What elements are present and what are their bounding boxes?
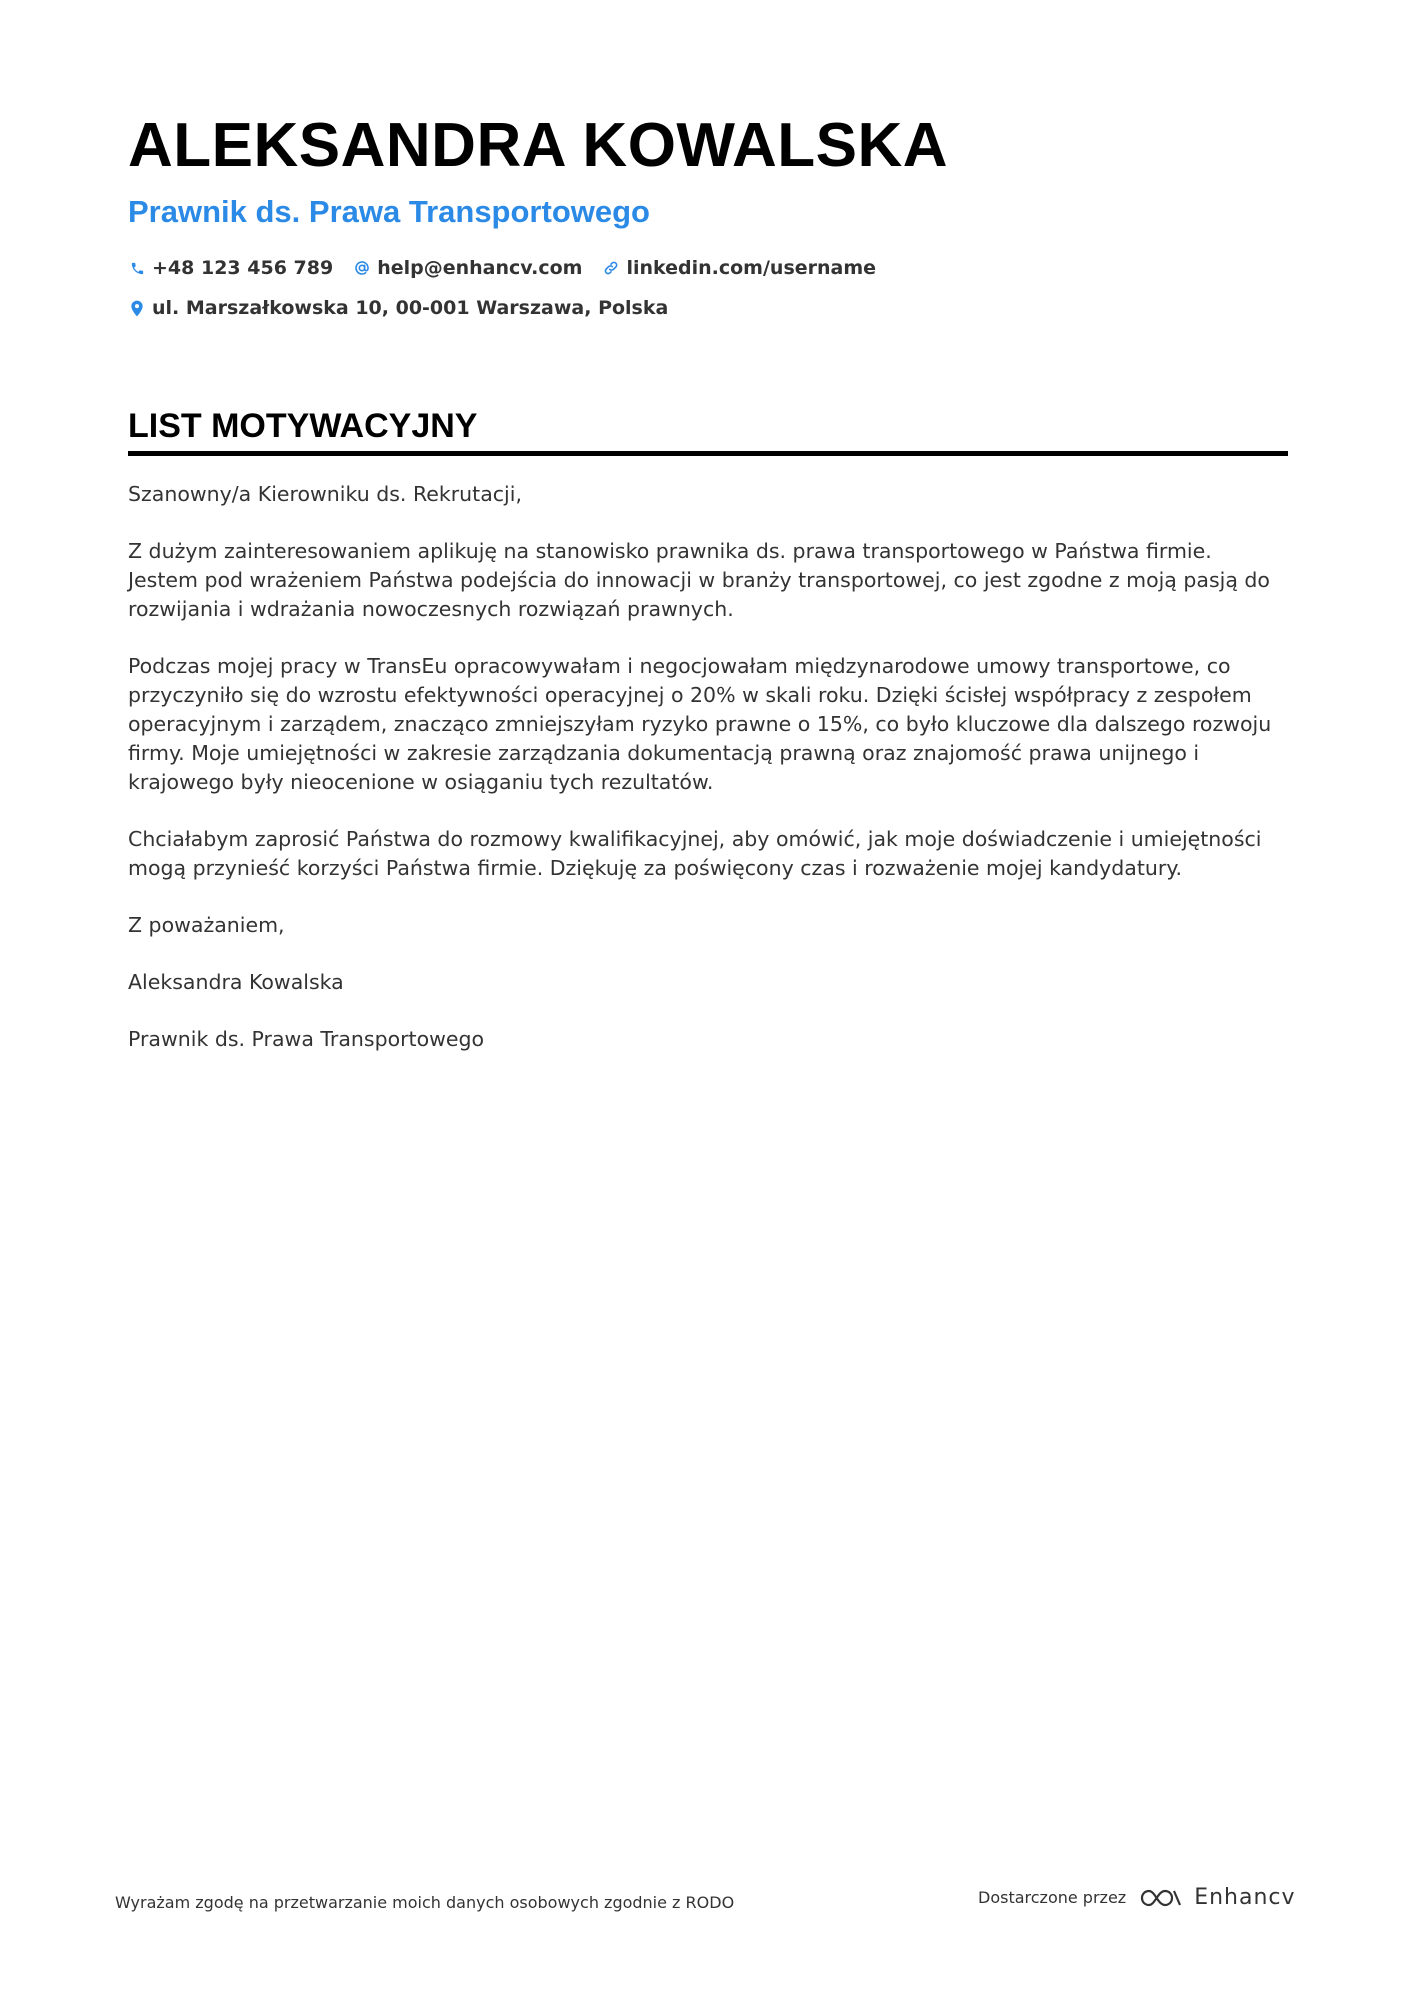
- linkedin-text: linkedin.com/username: [626, 257, 877, 279]
- contact-linkedin[interactable]: [602, 257, 876, 279]
- section-title: LIST MOTYWACYJNY: [128, 407, 478, 445]
- salutation: Szanowny/a Kierowniku ds. Rekrutacji,: [128, 482, 522, 506]
- section-divider: [128, 451, 1288, 456]
- closing: Z poważaniem,: [128, 913, 285, 937]
- email-text: help@enhancv.com: [377, 257, 583, 279]
- contact-phone[interactable]: [128, 257, 333, 279]
- powered-by[interactable]: [978, 1885, 1296, 1910]
- link-icon: [602, 259, 620, 277]
- contact-address: [128, 297, 668, 319]
- gdpr-consent: Wyrażam zgodę na przetwarzanie moich danych osobowych zgodnie z RODO: [115, 1893, 735, 1912]
- location-pin-icon: [128, 299, 146, 317]
- signature-title: Prawnik ds. Prawa Transportowego: [128, 1027, 485, 1051]
- phone-text: +48 123 456 789: [152, 257, 334, 279]
- contact-row-2: [128, 294, 1288, 322]
- candidate-title: Prawnik ds. Prawa Transportowego: [128, 194, 650, 229]
- at-icon: [353, 259, 371, 277]
- contact-info: [128, 254, 1288, 322]
- enhancv-logo-icon: [1138, 1886, 1184, 1910]
- letter-paragraph: Chciałabym zaprosić Państwa do rozmowy kwalifikacyjnej, aby omówić, jak moje doświadczenie i umiejętności mogą przynieść korzyści Państwa firmie. Dziękuję za poświęcony czas i rozważenie mojej kandydatury.: [128, 827, 1262, 880]
- letter-body: [128, 480, 1288, 1054]
- letter-paragraph: Z dużym zainteresowaniem aplikuję na stanowisko prawnika ds. prawa transportowego w Państwa firmie. Jestem pod wrażeniem Państwa podejścia do innowacji w branży transportowej, co jest zgodne z moją pasją do rozwijania i wdrażania nowoczesnych rozwiązań prawnych.: [128, 539, 1270, 621]
- phone-icon: [128, 259, 146, 277]
- brand-name: Enhancv: [1194, 1885, 1296, 1910]
- cover-letter-section: [128, 405, 1288, 1082]
- contact-email[interactable]: [353, 257, 582, 279]
- powered-by-label: Dostarczone przez: [978, 1888, 1127, 1907]
- address-text: ul. Marszałkowska 10, 00-001 Warszawa, Polska: [152, 297, 669, 319]
- contact-row-1: [128, 254, 1288, 282]
- letter-paragraph: Podczas mojej pracy w TransEu opracowywałam i negocjowałam międzynarodowe umowy transportowe, co przyczyniło się do wzrostu efektywności operacyjnej o 20% w skali roku. Dzięki ścisłej współpracy z zespołem operacyjnym i zarządem, znacząco zmniejszyłam ryzyko prawne o 15%, co było kluczowe dla dalszego rozwoju firmy. Moje umiejętności w zakresie zarządzania dokumentacją prawną oraz znajomość prawa unijnego i krajowego były nieocenione w osiąganiu tych rezultatów.: [128, 654, 1272, 794]
- candidate-name: ALEKSANDRA KOWALSKA: [128, 111, 949, 180]
- header: [128, 110, 1288, 334]
- signature-name: Aleksandra Kowalska: [128, 970, 344, 994]
